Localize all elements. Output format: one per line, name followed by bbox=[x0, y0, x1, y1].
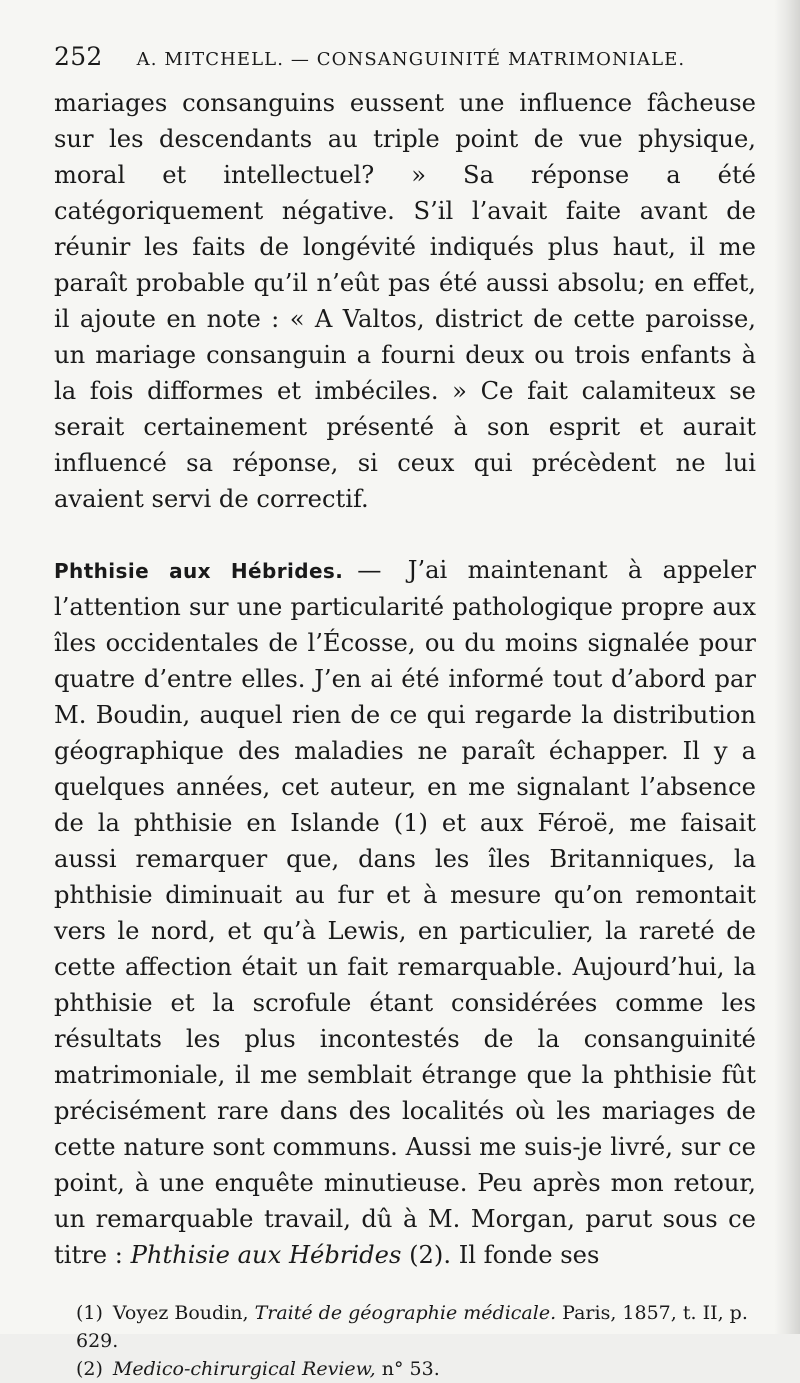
footnote-2-label: (2) bbox=[76, 1358, 103, 1380]
footnote-1 bbox=[54, 1299, 756, 1355]
footnote-2-text: n° 53. bbox=[381, 1358, 440, 1380]
page-header bbox=[54, 42, 756, 71]
running-head: A. MITCHELL. — CONSANGUINITÉ MATRIMONIALE. bbox=[136, 49, 686, 70]
paragraph-2-main: J’ai maintenant à appeler l’attention sur une particularité pathologique propre aux îles occidentales de l’Écosse, ou du moins signalée pour quatre d’entre elles. J’en ai été informé tout d’abord par M. Boudin, auquel rien de ce qui regarde la distribution géographique des maladies ne paraît échapper. Il y a quelques années, cet auteur, en me signalant l’absence de la phthisie en Islande (1) et aux Féroë, me faisait aussi remarquer que, dans les îles Britanniques, la phthisie diminuait au fur et à mesure qu’on remontait vers le nord, et qu’à Lewis, en particulier, la rareté de cette affection était un fait remarquable. Aujourd’hui, la phthisie et la scrofule étant considérées comme les résultats les plus incontestés de la consanguinité matrimoniale, il me semblait étrange que la phthisie fût précisément rare dans des localités où les mariages de cette nature sont communs. Aussi me suis-je livré, sur ce point, à une enquête minutieuse. Peu après mon retour, un remarquable travail, dû à M. Morgan, parut sous ce titre : bbox=[54, 556, 756, 1269]
footnote-1-text-a: Voyez Boudin, bbox=[112, 1302, 249, 1324]
heading-dash: — bbox=[357, 556, 382, 584]
footnote-1-label: (1) bbox=[76, 1302, 103, 1324]
paragraph-2-end: (2). Il fonde ses bbox=[409, 1241, 600, 1269]
footnote-1-title: Traité de géographie médicale. bbox=[254, 1302, 557, 1324]
paragraph-2 bbox=[54, 552, 756, 1273]
footnote-1-text-b: Paris, 1857, t. II, p. 629. bbox=[76, 1302, 748, 1352]
footnote-2-title: Medico-chirurgical Review, bbox=[112, 1358, 376, 1380]
page-number: 252 bbox=[54, 42, 103, 71]
paragraph-2-title: Phthisie aux Hébrides bbox=[130, 1241, 402, 1269]
paragraph-1: mariages consanguins eussent une influence fâcheuse sur les descendants au triple point de vue physique, moral et intellectuel? » Sa réponse a été catégoriquement négative. S’il l’avait faite avant de réunir les faits de longévité indiqués plus haut, il me paraît probable qu’il n’eût pas été aussi absolu; en effet, il ajoute en note : « A Valtos, district de cette paroisse, un mariage consanguin a fourni deux ou trois enfants à la fois difformes et imbéciles. » Ce fait calamiteux se serait certainement présenté à son esprit et aurait influencé sa réponse, si ceux qui précèdent ne lui avaient servi de correctif. bbox=[54, 89, 756, 513]
page-gutter-shadow bbox=[774, 0, 800, 1334]
footnote-2 bbox=[54, 1355, 756, 1383]
paragraph-gap bbox=[54, 517, 756, 552]
section-heading: Phthisie aux Hébrides. bbox=[54, 559, 344, 583]
